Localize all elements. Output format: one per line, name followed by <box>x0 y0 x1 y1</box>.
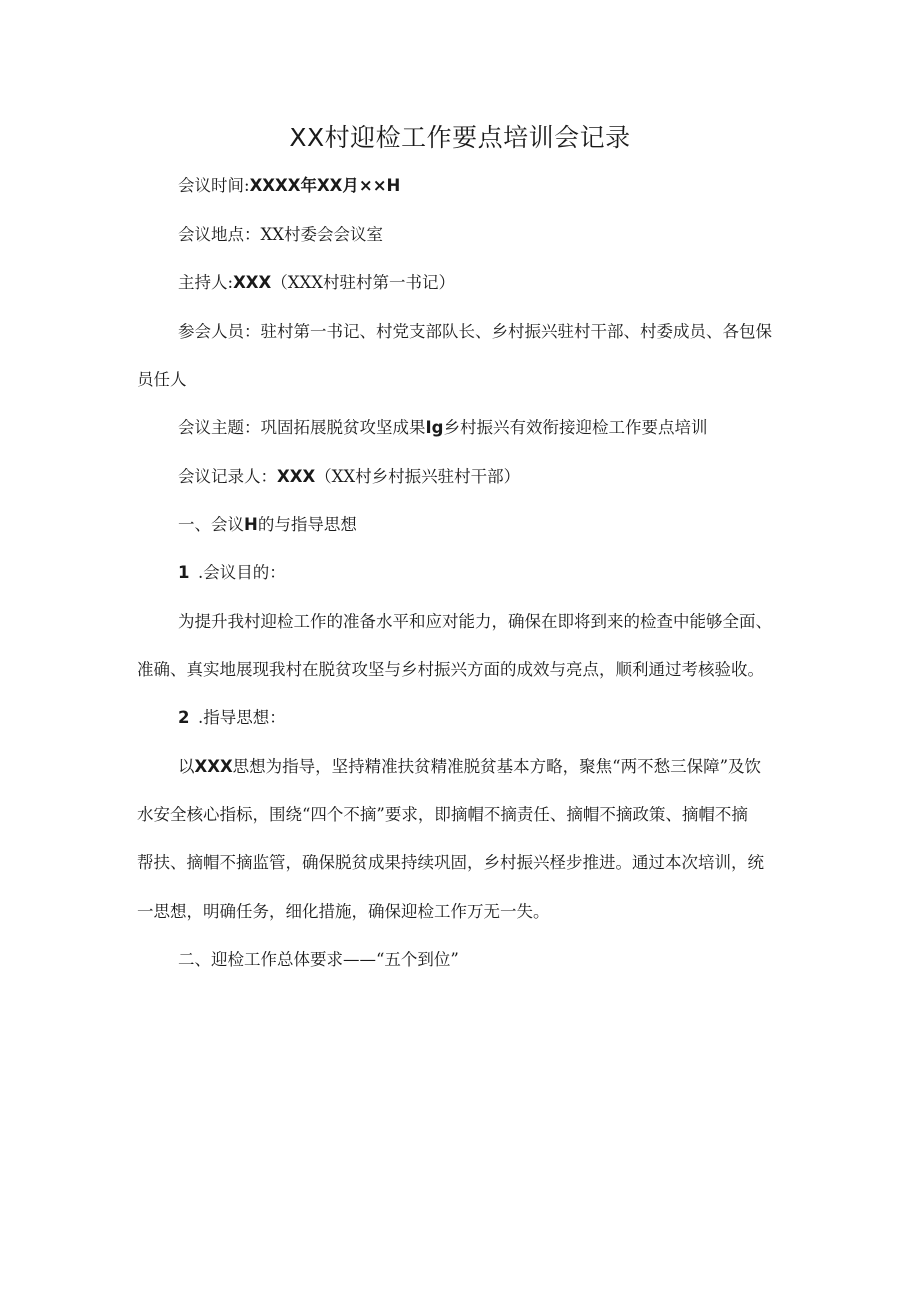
item-1-label: .会议目的： <box>198 563 286 582</box>
meeting-time <box>178 175 400 197</box>
meeting-place <box>178 224 383 246</box>
meeting-host-role: （XXX村驻村第一书记） <box>271 273 455 292</box>
meeting-topic-label: 会议主题： <box>178 418 261 437</box>
item-2-text-line3: 帮扶、摘帽不摘监管，确保脱贫成果持续巩固，乡村振兴柽步推进。通过本次培训，统 <box>137 853 764 872</box>
section-2-heading: 二、迎检工作总体要求——“五个到位” <box>178 950 459 969</box>
item-2-text-line1 <box>178 756 761 778</box>
item-2-text-line4: 一思想，明确任务，细化措施，确保迎检工作万无一失。 <box>137 902 550 921</box>
item-1-text-line1: 为提升我村迎检工作的准备水平和应对能力，确保在即将到来的检查中能够全面、 <box>178 612 772 631</box>
meeting-place-label: 会议地点： <box>178 225 261 244</box>
meeting-topic-part-a: 巩固拓展脱贫攻坚成果 <box>260 418 426 437</box>
item-2-text-line2: 水安全核心指标，围绕“四个不摘”要求，即摘帽不摘责任、摘帽不摘政策、摘帽不摘 <box>137 805 748 824</box>
meeting-attendees-line1: 驻村第一书记、村党支部队长、乡村振兴驻村干部、村委成员、各包保 <box>260 322 772 341</box>
meeting-recorder <box>178 466 520 488</box>
meeting-time-value: XXXX年XX月××H <box>249 176 401 195</box>
meeting-attendees-cont: 员任人 <box>137 370 187 389</box>
item-1-heading <box>178 562 286 584</box>
meeting-place-value: XX村委会会议室 <box>260 225 383 244</box>
meeting-topic <box>178 417 707 439</box>
item-2-label: .指导思想： <box>198 708 286 727</box>
item-1-text-line2: 准确、真实地展现我村在脱贫攻坚与乡村振兴方面的成效与亮点，顺利通过考核验收。 <box>137 660 764 679</box>
item-2-text-line1-b: 思想为指导，坚持精准扶贫精准脱贫基本方略，聚焦“两不愁三保障”及饮 <box>232 757 762 776</box>
item-1-number: 1 <box>178 563 190 582</box>
meeting-topic-part-b: 乡村振兴有效衔接迎检工作要点培训 <box>443 418 708 437</box>
item-2-text-line1-a: 以 <box>178 757 195 776</box>
meeting-recorder-role: （XX村乡村振兴驻村干部） <box>315 467 521 486</box>
meeting-host <box>178 272 455 294</box>
section-1-heading <box>178 514 357 536</box>
meeting-host-name: XXX <box>233 273 272 292</box>
meeting-topic-glyph: Ig <box>425 418 444 437</box>
item-2-text-line1-bold: XXX <box>194 757 233 776</box>
meeting-recorder-name: XXX <box>277 467 316 486</box>
document-title: XX村迎检工作要点培训会记录 <box>289 123 631 152</box>
section-1-heading-glyph: H <box>244 515 258 534</box>
meeting-attendees <box>178 321 772 343</box>
item-2-number: 2 <box>178 708 190 727</box>
meeting-time-label: 会议时间: <box>178 176 250 195</box>
meeting-host-label: 主持人: <box>178 273 234 292</box>
section-1-heading-a: 一、会议 <box>178 515 244 534</box>
section-1-heading-b: 的与指导思想 <box>257 515 357 534</box>
item-2-heading <box>178 707 286 729</box>
meeting-attendees-label: 参会人员： <box>178 322 261 341</box>
meeting-recorder-label: 会议记录人： <box>178 467 277 486</box>
